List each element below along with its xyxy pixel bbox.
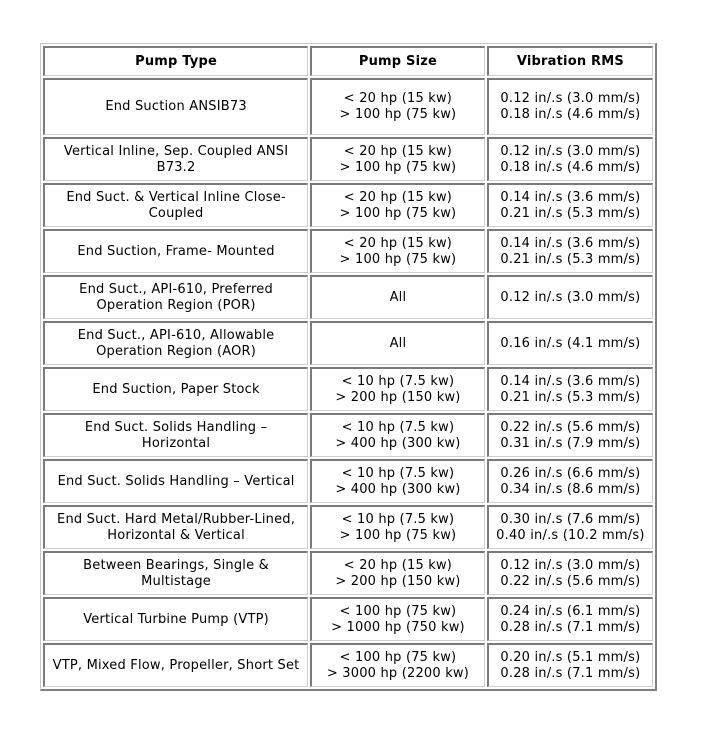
size-line: > 1000 hp (750 kw) xyxy=(331,619,465,635)
vibration-line: 0.30 in/.s (7.6 mm/s) xyxy=(500,511,641,527)
table-row xyxy=(43,275,653,319)
pump-size-cell xyxy=(310,78,485,135)
vibration-cell xyxy=(487,275,653,319)
table-row xyxy=(43,183,653,227)
vibration-cell xyxy=(487,321,653,365)
vibration-cell xyxy=(487,137,653,181)
vibration-cell xyxy=(487,229,653,273)
table-row xyxy=(43,413,653,457)
vibration-cell xyxy=(487,505,653,549)
table-row xyxy=(43,643,653,687)
vibration-line: 0.40 in/.s (10.2 mm/s) xyxy=(496,527,645,543)
vibration-cell xyxy=(487,459,653,503)
size-line: < 20 hp (15 kw) xyxy=(343,189,453,205)
vibration-cell xyxy=(487,78,653,135)
vibration-line: 0.24 in/.s (6.1 mm/s) xyxy=(500,603,641,619)
table-row xyxy=(43,551,653,595)
table-row xyxy=(43,459,653,503)
pump-type-cell: End Suct., API-610, Preferred Operation Region (POR) xyxy=(43,275,308,319)
size-line: < 10 hp (7.5 kw) xyxy=(341,465,455,481)
size-line: < 20 hp (15 kw) xyxy=(343,91,453,106)
pump-size-cell xyxy=(310,643,485,687)
table-row xyxy=(43,321,653,365)
pump-type-cell: End Suct. Hard Metal/Rubber-Lined, Horizontal & Vertical xyxy=(43,505,308,549)
vibration-line: 0.18 in/.s (4.6 mm/s) xyxy=(500,159,641,175)
size-line: < 20 hp (15 kw) xyxy=(343,235,453,251)
vibration-line: 0.22 in/.s (5.6 mm/s) xyxy=(500,419,641,435)
vibration-line: 0.21 in/.s (5.3 mm/s) xyxy=(500,251,641,267)
pump-type-cell: Vertical Inline, Sep. Coupled ANSI B73.2 xyxy=(43,137,308,181)
pump-size-cell xyxy=(310,505,485,549)
vibration-cell xyxy=(487,183,653,227)
vibration-line: 0.21 in/.s (5.3 mm/s) xyxy=(500,205,641,221)
pump-vibration-table xyxy=(40,43,657,691)
pump-type-cell: End Suct. & Vertical Inline Close-Coupled xyxy=(43,183,308,227)
vibration-line: 0.26 in/.s (6.6 mm/s) xyxy=(500,465,641,481)
pump-size-cell xyxy=(310,229,485,273)
vibration-line: 0.16 in/.s (4.1 mm/s) xyxy=(500,335,641,351)
pump-type-cell: End Suction, Paper Stock xyxy=(43,367,308,411)
pump-type-cell: End Suct. Solids Handling – Horizontal xyxy=(43,413,308,457)
pump-type-cell: End Suct., API-610, Allowable Operation Region (AOR) xyxy=(43,321,308,365)
pump-size-cell xyxy=(310,137,485,181)
table-row xyxy=(43,137,653,181)
pump-type-cell: End Suction ANSIB73 xyxy=(43,78,308,135)
pump-size-cell xyxy=(310,183,485,227)
pump-size-cell xyxy=(310,321,485,365)
vibration-cell xyxy=(487,413,653,457)
header-pump-type: Pump Type xyxy=(43,46,308,76)
size-line: < 10 hp (7.5 kw) xyxy=(341,373,455,389)
vibration-line: 0.14 in/.s (3.6 mm/s) xyxy=(500,189,641,205)
size-line: > 100 hp (75 kw) xyxy=(339,107,457,122)
vibration-line: 0.12 in/.s (3.0 mm/s) xyxy=(500,557,641,573)
vibration-line: 0.14 in/.s (3.6 mm/s) xyxy=(500,235,641,251)
size-line: > 100 hp (75 kw) xyxy=(339,527,457,543)
size-line: > 400 hp (300 kw) xyxy=(335,435,461,451)
pump-size-cell xyxy=(310,597,485,641)
size-line: < 100 hp (75 kw) xyxy=(339,649,457,665)
pump-type-cell: End Suct. Solids Handling – Vertical xyxy=(43,459,308,503)
vibration-line: 0.12 in/.s (3.0 mm/s) xyxy=(500,143,641,159)
pump-type-cell: Vertical Turbine Pump (VTP) xyxy=(43,597,308,641)
header-vibration-rms: Vibration RMS xyxy=(487,46,653,76)
vibration-line: 0.31 in/.s (7.9 mm/s) xyxy=(500,435,641,451)
vibration-line: 0.14 in/.s (3.6 mm/s) xyxy=(500,373,641,389)
size-line: > 200 hp (150 kw) xyxy=(335,573,461,589)
pump-type-cell: VTP, Mixed Flow, Propeller, Short Set xyxy=(43,643,308,687)
size-line: > 100 hp (75 kw) xyxy=(339,205,457,221)
vibration-line: 0.28 in/.s (7.1 mm/s) xyxy=(500,619,641,635)
size-line: < 10 hp (7.5 kw) xyxy=(341,419,455,435)
vibration-line: 0.22 in/.s (5.6 mm/s) xyxy=(500,573,641,589)
size-line: All xyxy=(389,289,407,305)
vibration-cell xyxy=(487,643,653,687)
vibration-line: 0.34 in/.s (8.6 mm/s) xyxy=(500,481,641,497)
size-line: All xyxy=(389,335,407,351)
table-row xyxy=(43,78,653,135)
pump-size-cell xyxy=(310,413,485,457)
size-line: > 100 hp (75 kw) xyxy=(339,159,457,175)
size-line: < 10 hp (7.5 kw) xyxy=(341,511,455,527)
vibration-line: 0.18 in/.s (4.6 mm/s) xyxy=(500,107,641,122)
vibration-line: 0.12 in/.s (3.0 mm/s) xyxy=(500,289,641,305)
pump-size-cell xyxy=(310,551,485,595)
size-line: > 3000 hp (2200 kw) xyxy=(326,665,470,681)
table-row xyxy=(43,597,653,641)
table-row xyxy=(43,505,653,549)
vibration-line: 0.28 in/.s (7.1 mm/s) xyxy=(500,665,641,681)
pump-size-cell xyxy=(310,459,485,503)
vibration-cell xyxy=(487,367,653,411)
vibration-line: 0.20 in/.s (5.1 mm/s) xyxy=(500,649,641,665)
size-line: < 20 hp (15 kw) xyxy=(343,557,453,573)
vibration-cell xyxy=(487,597,653,641)
size-line: > 100 hp (75 kw) xyxy=(339,251,457,267)
vibration-line: 0.12 in/.s (3.0 mm/s) xyxy=(500,91,641,106)
vibration-line: 0.21 in/.s (5.3 mm/s) xyxy=(500,389,641,405)
header-pump-size: Pump Size xyxy=(310,46,485,76)
size-line: < 20 hp (15 kw) xyxy=(343,143,453,159)
pump-size-cell xyxy=(310,275,485,319)
header-row xyxy=(43,46,653,76)
size-line: > 200 hp (150 kw) xyxy=(335,389,461,405)
table-row xyxy=(43,229,653,273)
pump-type-cell: Between Bearings, Single & Multistage xyxy=(43,551,308,595)
pump-type-cell: End Suction, Frame- Mounted xyxy=(43,229,308,273)
pump-size-cell xyxy=(310,367,485,411)
vibration-cell xyxy=(487,551,653,595)
table-row xyxy=(43,367,653,411)
size-line: > 400 hp (300 kw) xyxy=(335,481,461,497)
size-line: < 100 hp (75 kw) xyxy=(339,603,457,619)
